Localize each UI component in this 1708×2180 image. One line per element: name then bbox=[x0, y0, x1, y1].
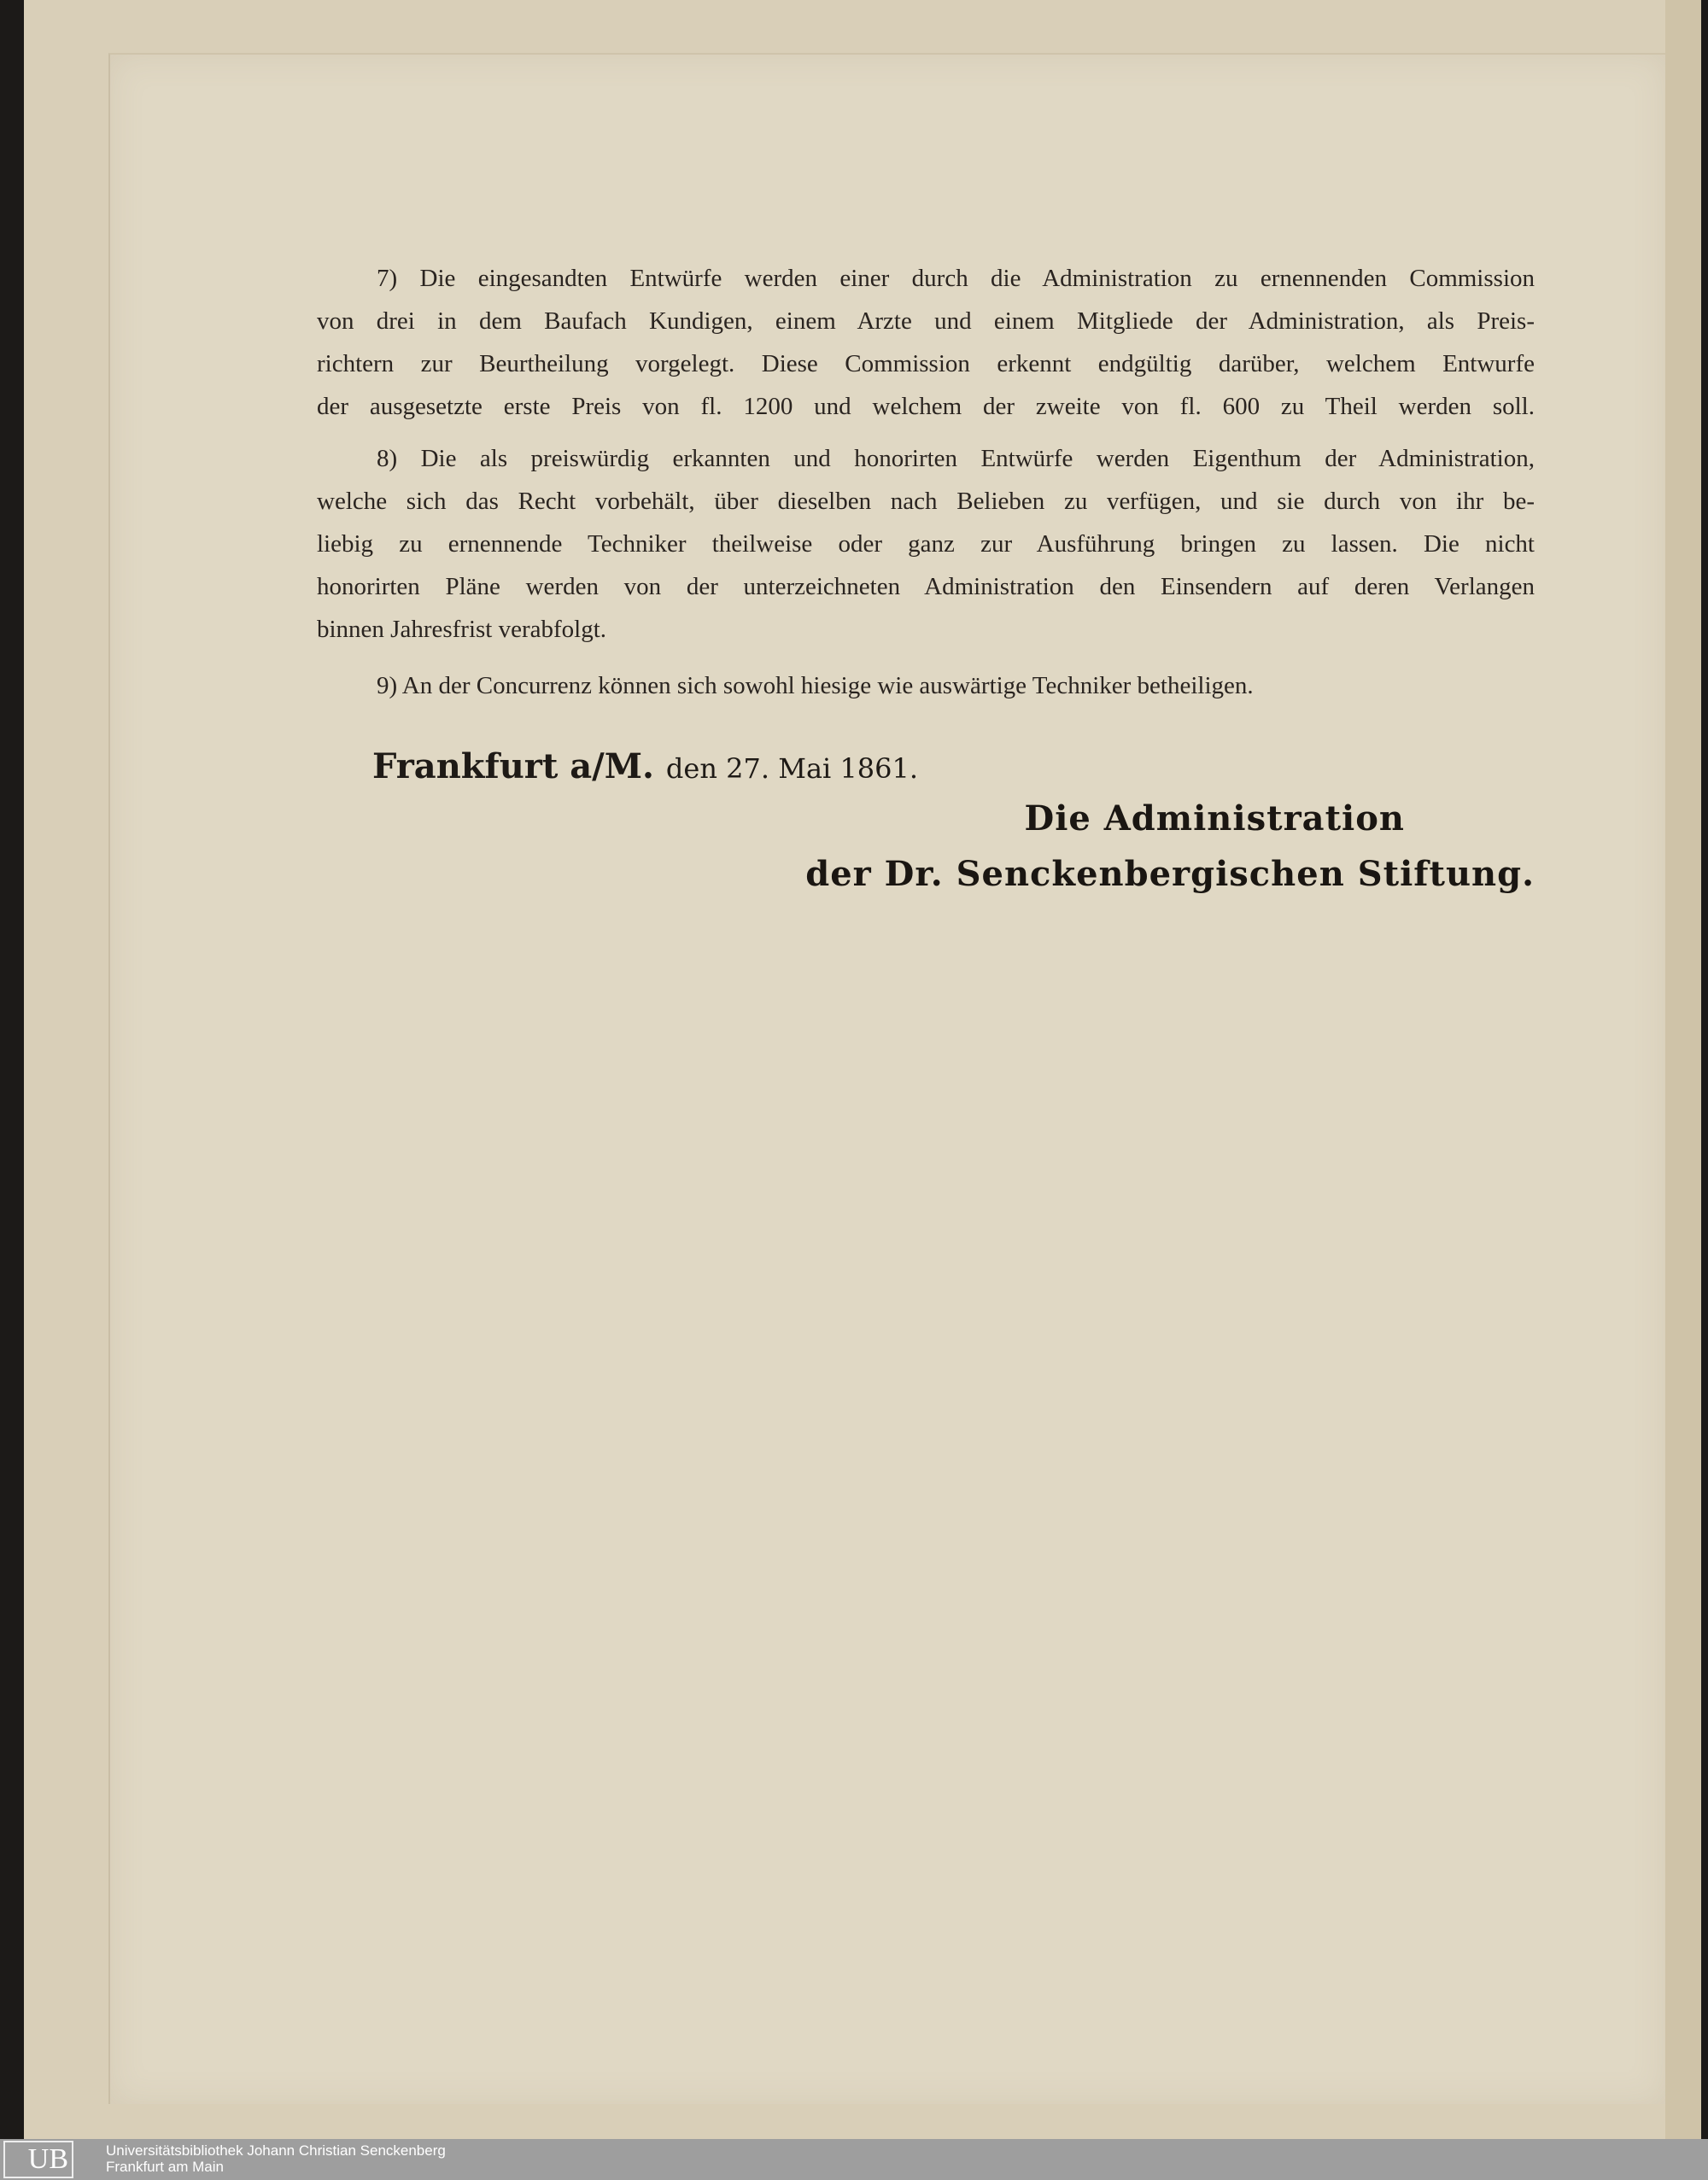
text-line: der ausgesetzte erste Preis von fl. 1200 und welchem der zweite von fl. 600 zu Theil werden soll. bbox=[317, 393, 1535, 420]
page-edge bbox=[1665, 0, 1701, 2139]
text-line: liebig zu ernennende Techniker theilweise oder ganz zur Ausführung bringen zu lassen. Die nicht bbox=[317, 530, 1535, 558]
date: den 27. Mai 1861. bbox=[665, 752, 919, 785]
place: Frankfurt a/M. bbox=[372, 746, 654, 786]
library-footer bbox=[0, 2139, 1708, 2180]
text-line: 7) Die eingesandten Entwürfe werden einer durch die Administration zu ernennenden Commission bbox=[377, 265, 1535, 292]
text-line: binnen Jahresfrist verabfolgt. bbox=[317, 616, 607, 643]
library-name: Universitätsbibliothek Johann Christian Senckenberg bbox=[106, 2142, 446, 2159]
signature-line-2: der Dr. Senckenbergischen Stiftung. bbox=[805, 854, 1535, 894]
signature-line-1: Die Administration bbox=[1024, 798, 1405, 839]
ub-logo: UB bbox=[3, 2141, 73, 2178]
text-line: 8) Die als preiswürdig erkannten und honorirten Entwürfe werden Eigenthum der Administration, bbox=[377, 445, 1535, 472]
text-line: richtern zur Beurtheilung vorgelegt. Diese Commission erkennt endgültig darüber, welchem Entwurfe bbox=[317, 350, 1535, 377]
text-line: 9) An der Concurrenz können sich sowohl hiesige wie auswärtige Techniker betheiligen. bbox=[377, 672, 1254, 699]
text-line: von drei in dem Baufach Kundigen, einem Arzte und einem Mitgliede der Administration, als Preis- bbox=[317, 307, 1535, 335]
text-line: honorirten Pläne werden von der unterzeichneten Administration den Einsendern auf deren Verlangen bbox=[317, 573, 1535, 600]
library-city: Frankfurt am Main bbox=[106, 2159, 224, 2175]
text-line: welche sich das Recht vorbehält, über dieselben nach Belieben zu verfügen, und sie durch von ihr be- bbox=[317, 488, 1535, 515]
place-date bbox=[372, 746, 918, 786]
